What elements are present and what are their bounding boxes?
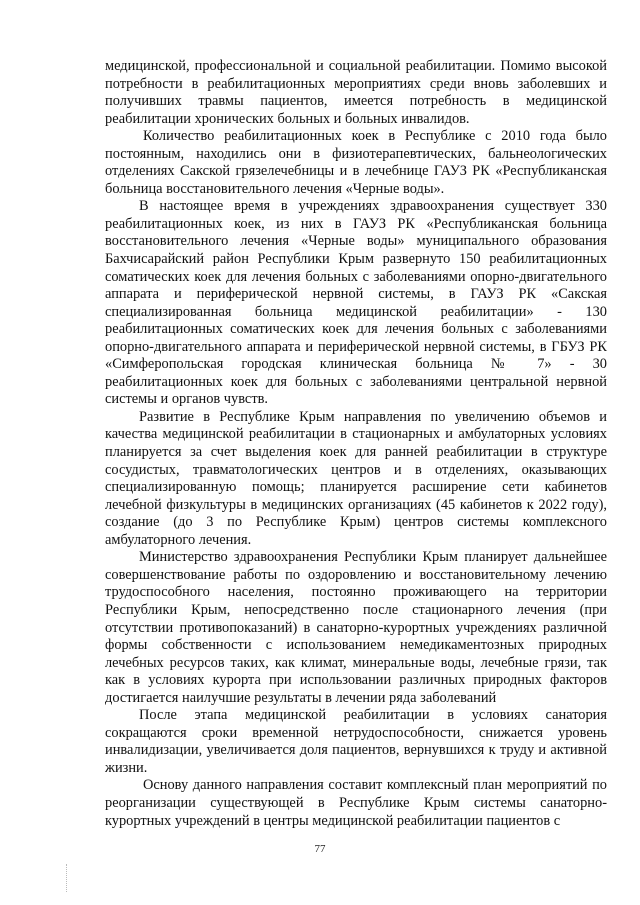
paragraph-rehab-beds-history: Количество реабилитационных коек в Республике с 2010 года было постоянным, находились они в физиотерапевтических, бальнеологических отделениях Сакской грязелечебницы и в лечебнице ГАУЗ РК «Республиканская больница восстановительного лечения «Черные воды». bbox=[105, 128, 607, 197]
paragraph-sanatorium-results: После этапа медицинской реабилитации в условиях санатория сокращаются сроки временной нетрудоспособности, снижается уровень инвалидизации, увеличивается доля пациентов, вернувшихся к труду и активной жизни. bbox=[105, 707, 607, 776]
paragraph-ministry-plans: Министерство здравоохранения Республики Крым планирует дальнейшее совершенствование работы по оздоровлению и восстановительному лечению трудоспособного населения, постоянно проживающего на территории Республики Крым, непосредственно после стационарного лечения (при отсутствии противопоказаний) в санаторно-курортных учреждениях различной формы собственности с использованием немедикаментозных природных лечебных ресурсов таких, как климат, минеральные воды, лечебные грязи, так как в условиях курорта при использовании различных природных факторов достигается наилучшие результаты в лечении ряда заболеваний bbox=[105, 549, 607, 706]
page-number: 77 bbox=[314, 843, 326, 855]
paragraph-continuation: медицинской, профессиональной и социальной реабилитации. Помимо высокой потребности в реабилитационных мероприятиях среди вновь заболевших и получивших травмы пациентов, имеется потребность в медицинской реабилитации хронических больных и больных инвалидов. bbox=[105, 58, 607, 127]
paragraph-current-beds: В настоящее время в учреждениях здравоохранения существует 330 реабилитационных коек, из них в ГАУЗ РК «Республиканская больница восстановительного лечения «Черные воды» муниципального образования Бахчисарайский район Республики Крым развернуто 150 реабилитационных соматических коек для лечения больных с заболеваниями опорно-двигательного аппарата и периферической нервной системы, в ГАУЗ РК «Сакская специализированная больница медицинской реабилитации» - 130 реабилитационных соматических коек для лечения больных с заболеваниями опорно-двигательного аппарата и периферической нервной системы, в ГБУЗ РК «Симферопольская городская клиническая больница № 7» - 30 реабилитационных коек для больных с заболеваниями центральной нервной системы и органов чувств. bbox=[105, 198, 607, 408]
scan-artifact bbox=[66, 864, 68, 892]
paragraph-reorganization-plan: Основу данного направления составит комплексный план мероприятий по реорганизации существующей в Республике Крым системы санаторно-курортных учреждений в центры медицинской реабилитации пациентов с bbox=[105, 777, 607, 829]
document-body bbox=[105, 58, 607, 830]
paragraph-development-plans: Развитие в Республике Крым направления по увеличению объемов и качества медицинской реабилитации в стационарных и амбулаторных условиях планируется за счет выделения коек для ранней реабилитации в структуре сосудистых, травматологических центров и в отделениях, оказывающих специализированную помощь; планируется расширение сети кабинетов лечебной физкультуры в медицинских организациях (45 кабинетов к 2022 году), создание (до 3 по Республике Крым) центров системы комплексного амбулаторного лечения. bbox=[105, 408, 607, 548]
